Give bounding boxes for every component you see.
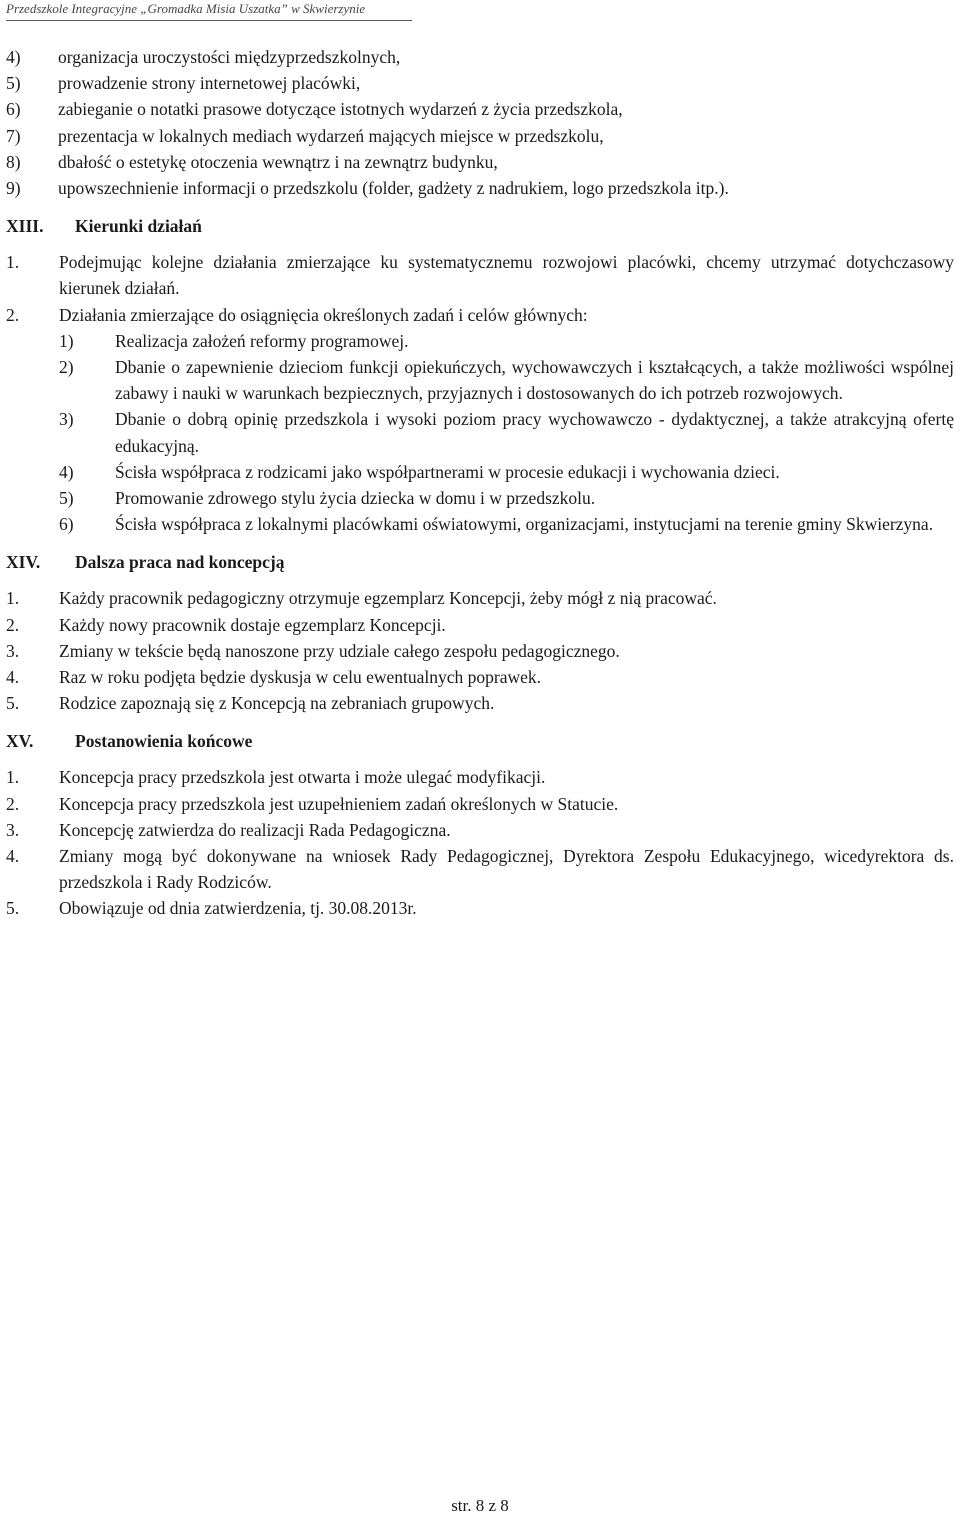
list-item bbox=[6, 175, 954, 201]
list-item-number: 5. bbox=[6, 693, 20, 714]
section-title: Kierunki działań bbox=[75, 216, 202, 237]
promotion-list bbox=[6, 44, 954, 201]
list-item-text: dbałość o estetykę otoczenia wewnątrz i na zewnątrz budynku, bbox=[58, 151, 498, 172]
list-item bbox=[6, 44, 954, 70]
list-item-number: 5) bbox=[59, 488, 74, 509]
list-item-text: Koncepcja pracy przedszkola jest uzupełnieniem zadań określonych w Statucie. bbox=[59, 793, 619, 814]
list-item-text: Obowiązuje od dnia zatwierdzenia, tj. 30.08.2013r. bbox=[59, 898, 417, 919]
section-xiv-content bbox=[6, 585, 954, 716]
list-item bbox=[6, 96, 954, 122]
section-heading-xv bbox=[6, 728, 954, 754]
list-item-number: 8) bbox=[6, 151, 21, 172]
list-item bbox=[6, 249, 954, 301]
list-item-text: Realizacja założeń reformy programowej. bbox=[115, 330, 409, 351]
list-item-number: 2. bbox=[6, 304, 20, 325]
list-item-text: prezentacja w lokalnych mediach wydarzeń mających miejsce w przedszkolu, bbox=[58, 125, 604, 146]
section-number: XIII. bbox=[6, 216, 44, 237]
list-item bbox=[6, 123, 954, 149]
list-item-number: 4. bbox=[6, 846, 20, 867]
list-item-text: Raz w roku podjęta będzie dyskusja w celu ewentualnych poprawek. bbox=[59, 667, 542, 688]
list-item-text: zabieganie o notatki prasowe dotyczące istotnych wydarzeń z życia przedszkola, bbox=[58, 99, 623, 120]
section-xv-content bbox=[6, 764, 954, 921]
header-title: Przedszkole Integracyjne „Gromadka Misia Uszatka” w Skwierzynie bbox=[6, 1, 366, 16]
list-item bbox=[6, 612, 954, 638]
section-title: Postanowienia końcowe bbox=[75, 731, 253, 752]
list-item-text: Koncepcja pracy przedszkola jest otwarta i może ulegać modyfikacji. bbox=[59, 767, 546, 788]
page-header bbox=[6, 0, 412, 22]
document-body bbox=[6, 44, 954, 922]
list-item-text: Podejmując kolejne działania zmierzające ku systematycznemu rozwojowi placówki, chcemy utrzymać dotychczasowy kierunek działań. bbox=[59, 252, 954, 299]
list-item-text: Rodzice zapoznają się z Koncepcją na zebraniach grupowych. bbox=[59, 693, 495, 714]
section-number: XV. bbox=[6, 731, 34, 752]
sublist-item bbox=[59, 485, 954, 511]
sublist-item bbox=[59, 354, 954, 406]
list-item-text: Każdy pracownik pedagogiczny otrzymuje egzemplarz Koncepcji, żeby mógł z nią pracować. bbox=[59, 588, 717, 609]
list-item-number: 7) bbox=[6, 125, 21, 146]
header-rule bbox=[6, 20, 412, 21]
list-item-text: Promowanie zdrowego stylu życia dziecka w domu i w przedszkolu. bbox=[115, 488, 596, 509]
sublist-item bbox=[59, 511, 954, 537]
list-item bbox=[6, 764, 954, 790]
list-item-number: 3) bbox=[59, 409, 74, 430]
page-number: str. 8 z 8 bbox=[451, 1496, 509, 1515]
list-item bbox=[6, 817, 954, 843]
list-item bbox=[6, 791, 954, 817]
list-item bbox=[6, 843, 954, 895]
list-item-number: 1) bbox=[59, 330, 74, 351]
list-item bbox=[6, 302, 954, 328]
section-xiii-content bbox=[6, 249, 954, 537]
list-item-number: 3. bbox=[6, 640, 20, 661]
list-item-text: Zmiany mogą być dokonywane na wniosek Rady Pedagogicznej, Dyrektora Zespołu Edukacyjnego, wicedyrektora ds. przedszkola i Rady Rodziców. bbox=[59, 846, 954, 893]
list-item-number: 2. bbox=[6, 614, 20, 635]
list-item-text: Działania zmierzające do osiągnięcia określonych zadań i celów głównych: bbox=[59, 304, 588, 325]
section-heading-xiii bbox=[6, 213, 954, 239]
list-item-text: Dbanie o zapewnienie dzieciom funkcji opiekuńczych, wychowawczych i kształcących, a także możliwości wspólnej zabawy i nauki w warunkach bezpiecznych, przyjaznych i dostosowanych do ich potrzeb rozwojowych. bbox=[115, 357, 954, 404]
list-item bbox=[6, 895, 954, 921]
section-number: XIV. bbox=[6, 552, 41, 573]
list-item-number: 5) bbox=[6, 73, 21, 94]
list-item-number: 1. bbox=[6, 588, 20, 609]
list-item bbox=[6, 664, 954, 690]
sublist-item bbox=[59, 459, 954, 485]
list-item-text: Każdy nowy pracownik dostaje egzemplarz Koncepcji. bbox=[59, 614, 446, 635]
list-item-text: organizacja uroczystości międzyprzedszkolnych, bbox=[58, 47, 401, 67]
sublist-item bbox=[59, 406, 954, 458]
page-footer bbox=[0, 1496, 960, 1516]
section-heading-xiv bbox=[6, 549, 954, 575]
list-item-number: 6) bbox=[6, 99, 21, 120]
list-item-number: 3. bbox=[6, 819, 20, 840]
list-item-number: 1. bbox=[6, 767, 20, 788]
list-item bbox=[6, 149, 954, 175]
list-item-number: 1. bbox=[6, 252, 20, 273]
list-item-text: Dbanie o dobrą opinię przedszkola i wysoki poziom pracy wychowawczo - dydaktycznej, a także atrakcyjną ofertę edukacyjną. bbox=[115, 409, 954, 456]
list-item bbox=[6, 690, 954, 716]
list-item bbox=[6, 70, 954, 96]
list-item-text: Zmiany w tekście będą nanoszone przy udziale całego zespołu pedagogicznego. bbox=[59, 640, 620, 661]
section-title: Dalsza praca nad koncepcją bbox=[75, 552, 285, 573]
list-item-text: Ścisła współpraca z lokalnymi placówkami oświatowymi, organizacjami, instytucjami na terenie gminy Skwierzyna. bbox=[115, 514, 934, 535]
list-item bbox=[6, 585, 954, 611]
sublist bbox=[6, 328, 954, 538]
list-item bbox=[6, 638, 954, 664]
list-item-number: 6) bbox=[59, 514, 74, 535]
list-item-text: Koncepcję zatwierdza do realizacji Rada Pedagogiczna. bbox=[59, 819, 451, 840]
list-item-number: 9) bbox=[6, 178, 21, 199]
list-item-text: upowszechnienie informacji o przedszkolu (folder, gadżety z nadrukiem, logo przedszkola itp.). bbox=[58, 178, 729, 199]
list-item-number: 2. bbox=[6, 793, 20, 814]
list-item-number: 4) bbox=[59, 461, 74, 482]
list-item-number: 2) bbox=[59, 357, 74, 378]
sublist-item bbox=[59, 328, 954, 354]
list-item-number: 5. bbox=[6, 898, 20, 919]
list-item-number: 4) bbox=[6, 47, 21, 67]
list-item-text: Ścisła współpraca z rodzicami jako współpartnerami w procesie edukacji i wychowania dzieci. bbox=[115, 461, 780, 482]
list-item-text: prowadzenie strony internetowej placówki, bbox=[58, 73, 361, 94]
list-item-number: 4. bbox=[6, 667, 20, 688]
